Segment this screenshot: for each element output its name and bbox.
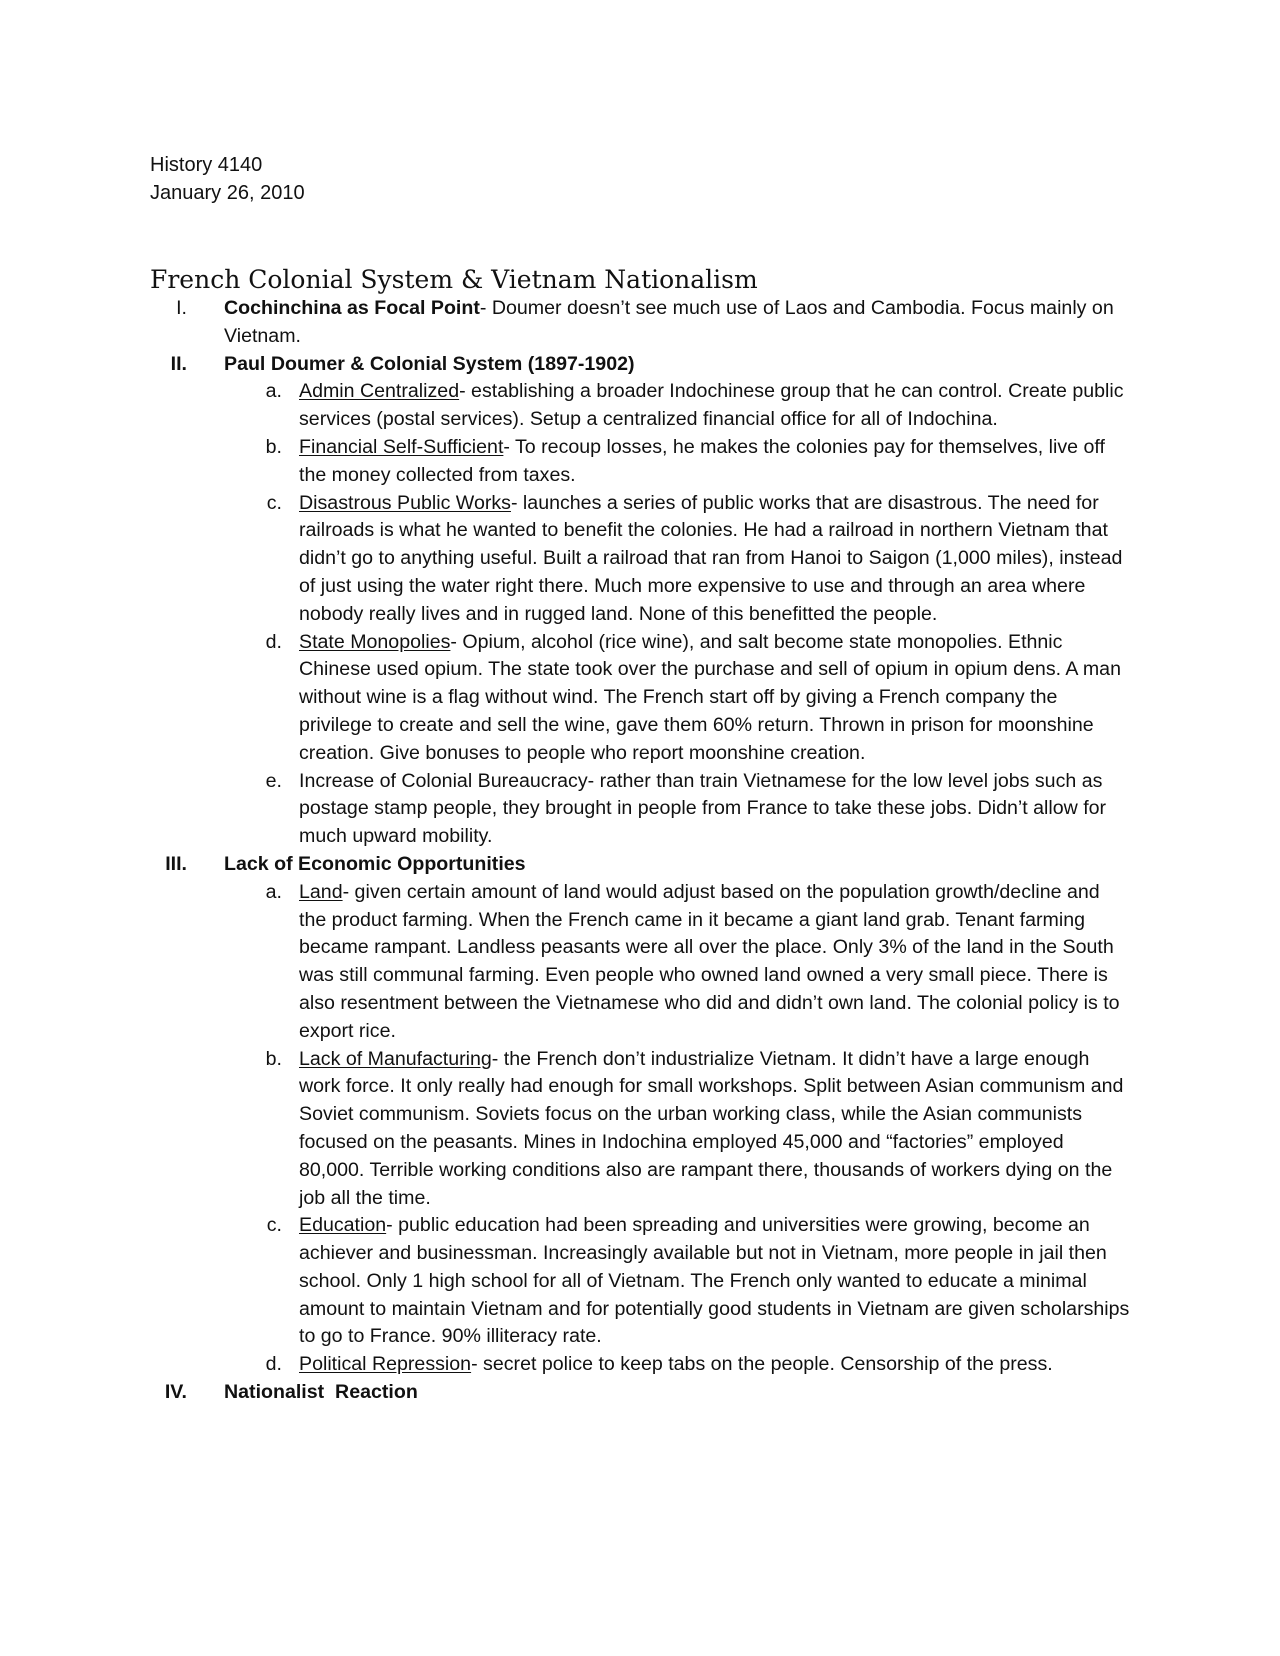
- section-2: [0, 351, 1280, 379]
- document-header: [150, 151, 305, 207]
- list-item: [0, 434, 1280, 490]
- list-item: [0, 1212, 1280, 1351]
- item-letter: b.: [265, 1047, 282, 1070]
- lecture-date: January 26, 2010: [150, 182, 305, 204]
- item-letter: b.: [265, 435, 282, 458]
- item-text: - To recoup losses, he makes the colonies pay for themselves, live off the money collected from taxes.: [299, 435, 1105, 486]
- item-text: - Opium, alcohol (rice wine), and salt become state monopolies. Ethnic Chinese used opium. The state took over the purchase and sell of opium in opium dens. A man without wine is a flag without wind. The French start off by giving a French company the privilege to create and sell the wine, gave them 60% return. Thrown in prison for moonshine creation. Give bonuses to people who report moonshine creation.: [299, 630, 1121, 764]
- item-term: State Monopolies: [299, 630, 451, 653]
- list-item: [0, 629, 1280, 768]
- item-term: Political Repression: [299, 1353, 472, 1376]
- section-numeral: I.: [176, 297, 187, 319]
- list-item: [0, 1351, 1280, 1379]
- item-letter: a.: [265, 880, 282, 903]
- item-term: Admin Centralized: [299, 380, 460, 403]
- item-text: - the French don’t industrialize Vietnam. It didn’t have a large enough work force. It only really had enough for small workshops. Split between Asian communism and Soviet communism. Soviets focus on the urban working class, while the Asian communists focused on the peasants. Mines in Indochina employed 45,000 and “factories” employed 80,000. Terrible working conditions also are rampant there, thousands of workers dying on the job all the time.: [299, 1047, 1124, 1209]
- section-numeral: III.: [165, 852, 187, 875]
- section-heading: Lack of Economic Opportunities: [224, 852, 526, 875]
- item-text: - secret police to keep tabs on the people. Censorship of the press.: [471, 1353, 1053, 1376]
- item-letter: a.: [265, 380, 282, 403]
- section-4: [0, 1379, 1280, 1407]
- section-numeral: II.: [170, 352, 187, 375]
- item-text: - given certain amount of land would adjust based on the population growth/decline and the product farming. When the French came in it became a giant land grab. Tenant farming became rampant. Landless peasants were all over the place. Only 3% of the land in the South was still communal farming. Even people who owned land owned a very small piece. There is also resentment between the Vietnamese who did and didn’t own land. The colonial policy is to export rice.: [299, 880, 1120, 1042]
- section-text: - Doumer doesn’t see much use of Laos and Cambodia. Focus mainly on Vietnam.: [224, 297, 1114, 347]
- page-title: French Colonial System & Vietnam Nationalism: [150, 265, 758, 294]
- item-term: Disastrous Public Works: [299, 491, 511, 514]
- item-term: Lack of Manufacturing: [299, 1047, 492, 1070]
- section-heading: Cochinchina as Focal Point: [224, 297, 480, 319]
- section-heading: Paul Doumer & Colonial System (1897-1902): [224, 352, 635, 375]
- outline: [0, 295, 1280, 1407]
- list-item: [0, 768, 1280, 851]
- item-term: Education: [299, 1214, 387, 1237]
- list-item: [0, 879, 1280, 1046]
- section-3: [0, 851, 1280, 879]
- list-item: [0, 378, 1280, 434]
- item-term: Financial Self-Sufficient: [299, 435, 504, 458]
- course-name: History 4140: [150, 154, 263, 176]
- item-letter: e.: [265, 769, 282, 792]
- item-letter: c.: [266, 1214, 282, 1237]
- section-numeral: IV.: [164, 1381, 187, 1404]
- item-term: Land: [299, 880, 343, 903]
- section-1: [0, 295, 1280, 351]
- item-letter: c.: [266, 491, 282, 514]
- item-text: - establishing a broader Indochinese group that he can control. Create public services (postal services). Setup a centralized financial office for all of Indochina.: [299, 380, 1124, 431]
- item-text: Increase of Colonial Bureaucracy- rather than train Vietnamese for the low level jobs such as postage stamp people, they brought in people from France to take these jobs. Didn’t allow for much upward mobility.: [299, 769, 1107, 848]
- item-text: - launches a series of public works that are disastrous. The need for railroads is what he wanted to benefit the colonies. He had a railroad in northern Vietnam that didn’t go to anything useful. Built a railroad that ran from Hanoi to Saigon (1,000 miles), instead of just using the water right there. Much more expensive to use and through an area where nobody really lives and in rugged land. None of this benefitted the people.: [299, 491, 1123, 625]
- item-text: - public education had been spreading and universities were growing, become an achiever and businessman. Increasingly available but not in Vietnam, more people in jail then school. Only 1 high school for all of Vietnam. The French only wanted to educate a minimal amount to maintain Vietnam and for potentially good students in Vietnam are given scholarships to go to France. 90% illiteracy rate.: [299, 1214, 1130, 1348]
- item-letter: d.: [265, 630, 282, 653]
- list-item: [0, 1046, 1280, 1213]
- section-heading: Nationalist Reaction: [224, 1381, 418, 1404]
- item-letter: d.: [265, 1353, 282, 1376]
- list-item: [0, 490, 1280, 629]
